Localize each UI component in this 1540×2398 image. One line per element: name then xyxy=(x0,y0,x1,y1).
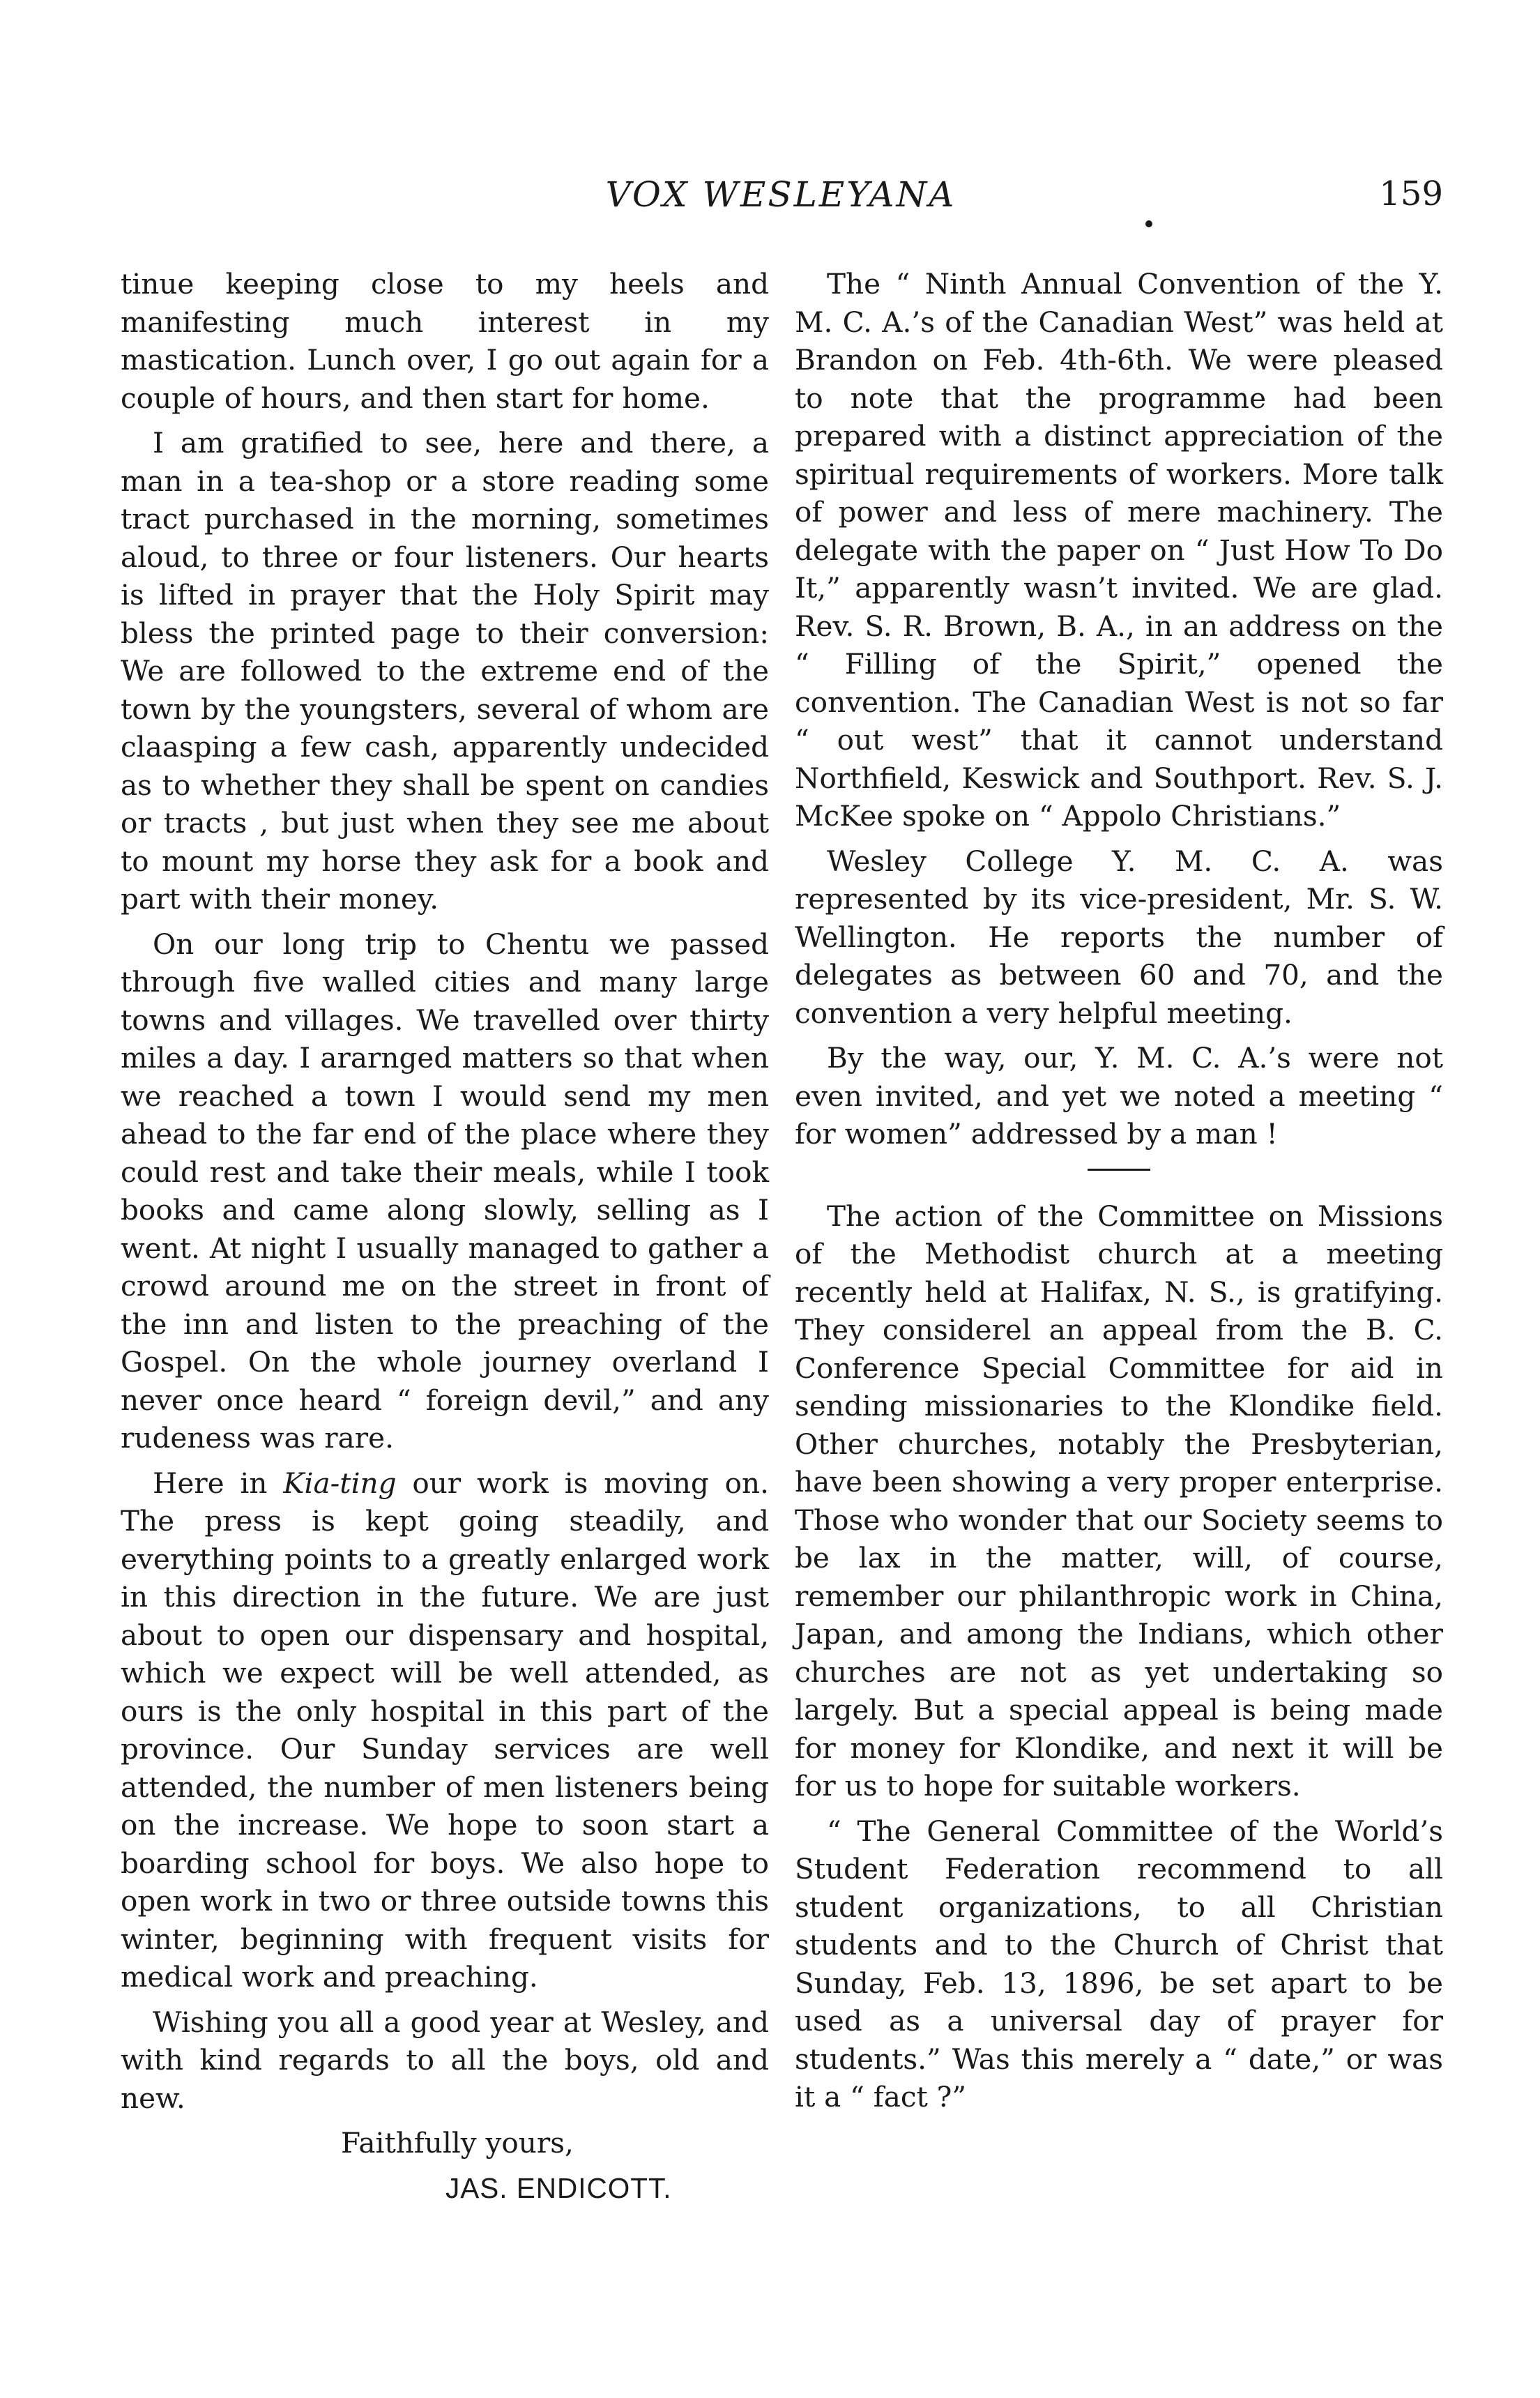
letter-closing: Faithfully yours, xyxy=(341,2126,574,2160)
editorial-paragraph-4: The action of the Committee on Missions of the Methodist church at a meeting recently held at Halifax, N. S., is gratifying. They considerel an appeal from the B. C. Conference Special Committee for aid in sending missionaries to the Klondike field. Other churches, notably the Presbyterian, have been showing a very proper enterprise. Those who wonder that our Society seems to be lax in the matter, will, of course, remember our philanthropic work in China, Japan, and among the Indians, which other churches are not as yet undertaking so largely. But a special appeal is being made for money for Klondike, and next it will be for us to hope for suitable workers. xyxy=(795,1199,1443,1803)
paragraph-4-text: our work is moving on. The press is kept going steadily, and everything points to a greatly enlarged work in this direction in the future. We are just about to open our dispensary and hospital, which we expect will be well attended, as ours is the only hospital in this part of the province. Our Sunday services are well attended, the number of men listeners being on the increase. We hope to soon start a boarding school for boys. We also hope to open work in two or three outside towns this winter, beginning with frequent visits for medical work and preaching. xyxy=(121,1466,769,1994)
place-name-kia-ting: Kia-ting xyxy=(283,1466,397,1500)
journal-title: VOX WESLEYANA xyxy=(605,174,956,215)
letter-paragraph-5: Wishing you all a good year at Wesley, and with kind regards to all the boys, old and new. xyxy=(121,2005,769,2115)
print-dot-mark xyxy=(1145,220,1152,227)
editorial-paragraph-1: The “ Ninth Annual Convention of the Y. M. C. A.’s of the Canadian West” was held at Brandon on Feb. 4th-6th. We were pleased to note that the programme had been prepared with a distinct appreciation of the spiritual requirements of workers. More talk of power and less of mere machinery. The delegate with the paper on “ Just How To Do It,” apparently wasn’t invited. We are glad. Rev. S. R. Brown, B. A., in an address on the “ Filling of the Spirit,” opened the convention. The Canadian West is not so far “ out west” that it cannot understand Northfield, Keswick and Southport. Rev. S. J. McKee spoke on “ Appolo Christians.” xyxy=(795,267,1443,833)
letter-paragraph-1: tinue keeping close to my heels and manifesting much interest in my mastication. Lunch over, I go out again for a couple of hours, and then start for home. xyxy=(121,267,769,415)
letter-paragraph-2: I am gratified to see, here and there, a man in a tea-shop or a store reading some tract purchased in the morning, sometimes aloud, to three or four listeners. Our hearts is lifted in prayer that the Holy Spirit may bless the printed page to their conversion: We are followed to the extreme end of the town by the youngsters, several of whom are claasping a few cash, apparently undecided as to whether they shall be spent on candies or tracts , but just when they see me about to mount my horse they ask for a book and part with their money. xyxy=(121,426,769,916)
section-divider xyxy=(1088,1169,1150,1171)
left-column xyxy=(121,265,769,2214)
editorial-paragraph-5: “ The General Committee of the World’s Student Federation recommend to all student organizations, to all Christian students and to the Church of Christ that Sunday, Feb. 13, 1896, be set apart to be used as a universal day of prayer for students.” Was this merely a “ date,” or was it a “ fact ?” xyxy=(795,1814,1443,2114)
page-number: 159 xyxy=(1379,174,1443,213)
letter-paragraph-3: On our long trip to Chentu we passed through five walled cities and many large towns and villages. We travelled over thirty miles a day. I ararnged matters so that when we reached a town I would send my men ahead to the far end of the place where they could rest and take their meals, while I took books and came along slowly, selling as I went. At night I usually managed to gather a crowd around me on the street in front of the inn and listen to the preaching of the Gospel. On the whole journey overland I never once heard “ foreign devil,” and any rudeness was rare. xyxy=(121,927,769,1455)
editorial-paragraph-3: By the way, our, Y. M. C. A.’s were not even invited, and yet we noted a meeting “ for women” addressed by a man ! xyxy=(795,1041,1443,1151)
letter-paragraph-4 xyxy=(121,1464,769,1996)
letter-signature: JAS. ENDICOTT. xyxy=(445,2171,672,2204)
paragraph-4-lead: Here in xyxy=(153,1466,284,1500)
editorial-paragraph-2: Wesley College Y. M. C. A. was represented by its vice-president, Mr. S. W. Wellington. He reports the number of delegates as between 60 and 70, and the convention a very helpful meeting. xyxy=(795,844,1443,1030)
right-column xyxy=(795,265,1443,2123)
running-header xyxy=(119,174,1443,223)
